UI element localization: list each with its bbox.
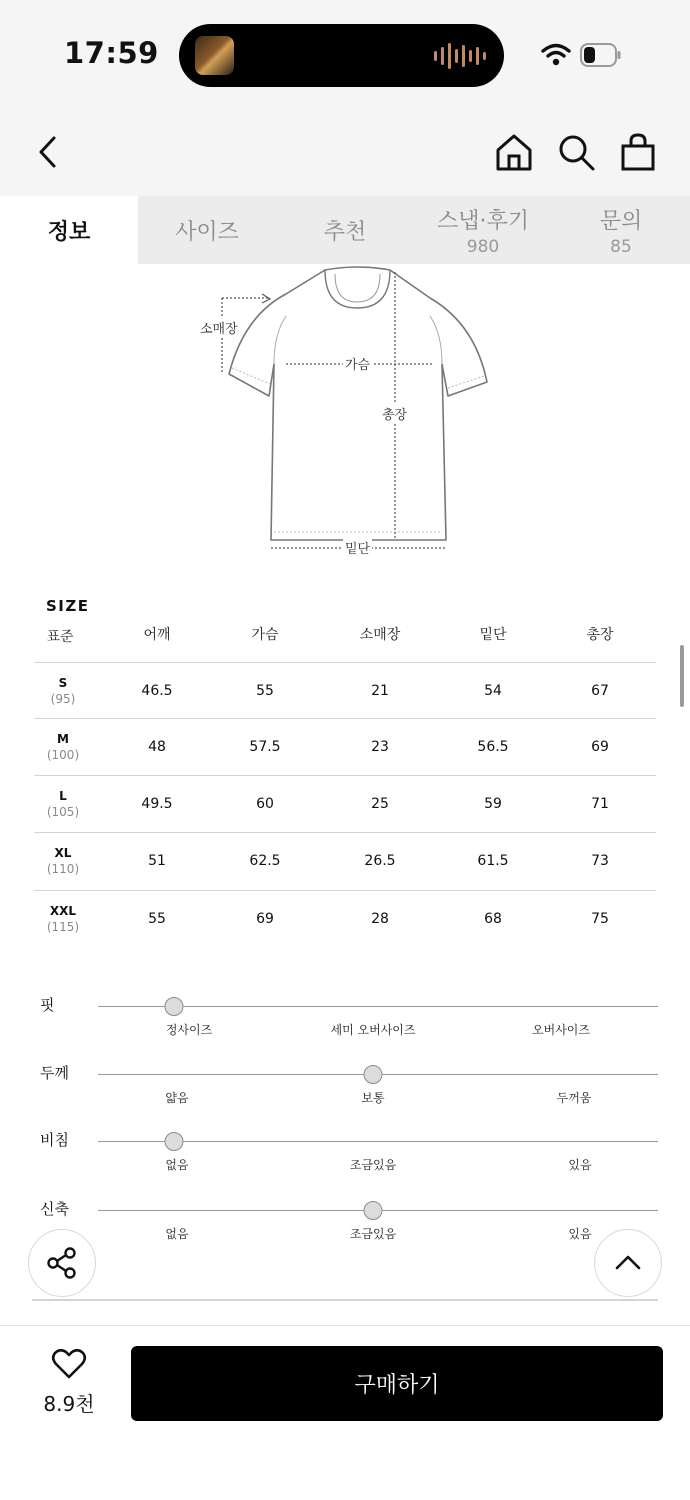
size-standard: (95) <box>50 692 76 706</box>
attribute-scale-marker <box>364 1201 383 1220</box>
scrollbar[interactable] <box>680 645 684 707</box>
attribute-option: 두꺼움 <box>556 1091 592 1105</box>
tab-recommend[interactable] <box>276 196 414 264</box>
size-standard: (105) <box>46 805 80 819</box>
diagram-label-hem: 밑단 <box>343 538 372 557</box>
diagram-label-chest: 가슴 <box>343 354 372 373</box>
table-cell: 46.5 <box>141 683 173 699</box>
search-button[interactable] <box>554 130 598 174</box>
header-hem: 밑단 <box>479 627 507 643</box>
search-icon <box>556 132 596 172</box>
table-cell: 48 <box>148 739 166 755</box>
size-row-s <box>34 662 656 719</box>
table-cell: 55 <box>256 683 274 699</box>
status-time: 17:59 <box>64 36 159 70</box>
audio-waveform-icon <box>434 42 486 70</box>
size-table-title: SIZE <box>46 597 90 615</box>
table-cell: 23 <box>371 739 389 755</box>
tab-snap-review[interactable] <box>414 196 552 264</box>
attribute-scale-marker <box>165 1132 184 1151</box>
table-cell: 56.5 <box>477 739 509 755</box>
size-row-xl <box>34 832 656 890</box>
size-label: S (95) <box>50 676 76 706</box>
table-cell: 62.5 <box>249 853 281 869</box>
header-length: 총장 <box>586 627 614 643</box>
purchase-bar <box>0 1325 690 1500</box>
attribute-label: 핏 <box>40 996 55 1014</box>
table-cell: 60 <box>256 796 274 812</box>
tab-label: 정보 <box>47 219 91 245</box>
size-standard: (110) <box>46 862 80 876</box>
scroll-top-button[interactable] <box>594 1229 662 1297</box>
table-cell: 73 <box>591 853 609 869</box>
size-row-xxl <box>34 890 656 947</box>
size-label: L (105) <box>46 789 80 819</box>
buy-button[interactable]: 구매하기 <box>131 1346 663 1421</box>
table-cell: 55 <box>148 911 166 927</box>
tab-info[interactable] <box>0 196 138 264</box>
product-tabs <box>0 196 690 264</box>
diagram-label-sleeve: 소매장 <box>198 318 240 337</box>
size-row-m <box>34 718 656 775</box>
dynamic-island[interactable] <box>179 24 504 87</box>
header-chest: 가슴 <box>251 627 279 643</box>
attribute-option: 오버사이즈 <box>532 1023 590 1037</box>
size-label: XXL (115) <box>46 904 80 934</box>
table-cell: 69 <box>591 739 609 755</box>
attribute-stretch <box>0 1198 690 1258</box>
attribute-sheerness <box>0 1129 690 1189</box>
chevron-up-icon <box>614 1253 642 1273</box>
heart-icon <box>51 1348 87 1380</box>
wifi-icon <box>541 43 571 67</box>
table-cell: 61.5 <box>477 853 509 869</box>
share-button[interactable] <box>28 1229 96 1297</box>
diagram-label-length: 총장 <box>380 404 409 423</box>
table-cell: 59 <box>484 796 502 812</box>
tab-count: 980 <box>466 236 500 257</box>
share-icon <box>45 1246 79 1280</box>
chevron-left-icon <box>36 134 60 170</box>
tab-label: 사이즈 <box>175 219 239 245</box>
tab-label: 문의 <box>599 208 643 234</box>
table-cell: 54 <box>484 683 502 699</box>
tab-size[interactable] <box>138 196 276 264</box>
status-bar <box>0 0 690 110</box>
tshirt-outline-icon <box>190 264 500 564</box>
tab-inquiry[interactable] <box>552 196 690 264</box>
table-cell: 68 <box>484 911 502 927</box>
table-cell: 26.5 <box>364 853 396 869</box>
header-shoulder: 어깨 <box>143 627 171 643</box>
header-standard: 표준 <box>46 629 74 645</box>
size-table-header <box>34 620 656 662</box>
attribute-option: 있음 <box>568 1227 592 1241</box>
attribute-label: 신축 <box>40 1200 69 1218</box>
attribute-scale-marker <box>165 997 184 1016</box>
table-cell: 67 <box>591 683 609 699</box>
attribute-label: 두께 <box>40 1064 69 1082</box>
measurement-diagram <box>190 264 500 564</box>
attribute-option: 없음 <box>165 1227 189 1241</box>
attribute-thickness <box>0 1062 690 1122</box>
attribute-fit <box>0 994 690 1054</box>
like-count: 8.9천 <box>43 1392 95 1416</box>
size-row-l <box>34 775 656 832</box>
tab-label: 추천 <box>323 219 367 245</box>
battery-icon <box>580 43 621 67</box>
tab-label: 스냅·후기 <box>436 208 529 234</box>
attribute-option: 조금있음 <box>349 1227 397 1241</box>
size-label: M (100) <box>46 732 80 762</box>
size-standard: (100) <box>46 748 80 762</box>
table-cell: 69 <box>256 911 274 927</box>
table-cell: 21 <box>371 683 389 699</box>
table-cell: 49.5 <box>141 796 173 812</box>
attribute-option: 보통 <box>361 1091 385 1105</box>
attribute-option: 없음 <box>165 1158 189 1172</box>
section-divider <box>32 1299 658 1301</box>
attribute-option: 있음 <box>568 1158 592 1172</box>
like-button[interactable] <box>34 1348 104 1417</box>
now-playing-artwork <box>195 36 234 75</box>
home-button[interactable] <box>492 130 536 174</box>
attribute-option: 조금있음 <box>349 1158 397 1172</box>
tab-count: 85 <box>610 236 632 257</box>
shopping-bag-icon <box>618 132 658 172</box>
table-cell: 75 <box>591 911 609 927</box>
home-icon <box>494 132 534 172</box>
attribute-option: 얇음 <box>165 1091 189 1105</box>
attribute-label: 비침 <box>40 1131 69 1149</box>
top-navigation <box>0 110 690 196</box>
header-sleeve: 소매장 <box>359 627 401 643</box>
table-cell: 28 <box>371 911 389 927</box>
table-cell: 57.5 <box>249 739 281 755</box>
attribute-option: 정사이즈 <box>165 1023 213 1037</box>
attribute-option: 세미 오버사이즈 <box>330 1023 416 1037</box>
table-cell: 51 <box>148 853 166 869</box>
table-cell: 71 <box>591 796 609 812</box>
cart-button[interactable] <box>616 130 660 174</box>
table-cell: 25 <box>371 796 389 812</box>
back-button[interactable] <box>26 130 70 174</box>
size-label: XL (110) <box>46 846 80 876</box>
size-standard: (115) <box>46 920 80 934</box>
attribute-scale-marker <box>364 1065 383 1084</box>
